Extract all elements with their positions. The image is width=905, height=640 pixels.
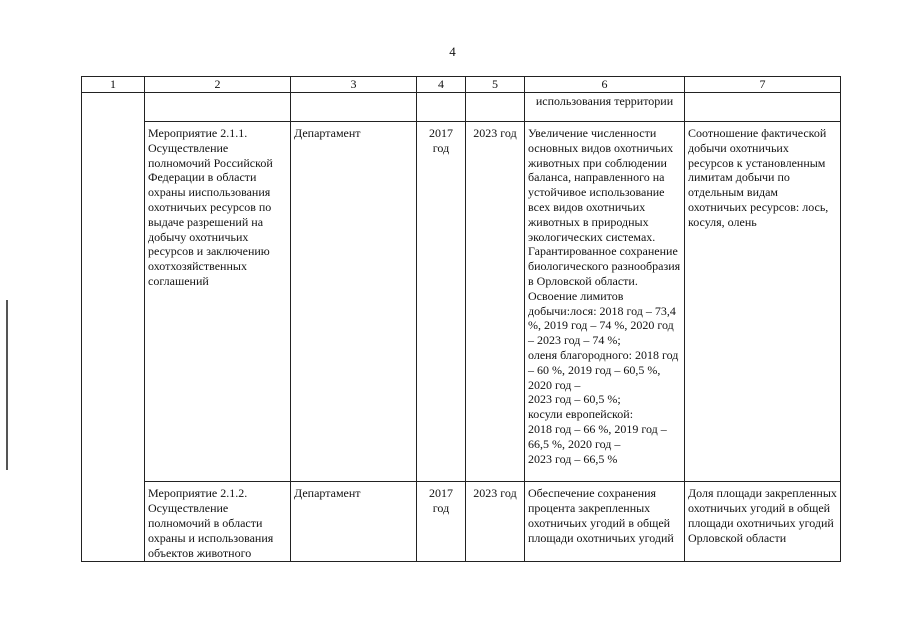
cell-activity-name: Мероприятие 2.1.2. Осуществление полномочий в области охраны и использования объектов животного bbox=[145, 482, 291, 562]
cell-result-continuation: использования территории bbox=[525, 93, 685, 122]
header-cell: 4 bbox=[417, 77, 466, 93]
header-cell: 7 bbox=[685, 77, 841, 93]
cell-indicator: Доля площади закрепленных охотничьих угодий в общей площади охотничьих угодий Орловской области bbox=[685, 482, 841, 562]
header-cell: 5 bbox=[466, 77, 525, 93]
cell-empty bbox=[685, 93, 841, 122]
program-activities-table bbox=[81, 76, 841, 562]
result-line: 2018 год – 66 %, 2019 год – 66,5 %, 2020 год – bbox=[528, 421, 667, 451]
result-line: 2023 год – 60,5 %; bbox=[528, 392, 621, 407]
table-row-activity-2-1-1 bbox=[82, 122, 841, 482]
cell-start-year: 2017 год bbox=[417, 122, 466, 482]
cell-end-year: 2023 год bbox=[466, 122, 525, 482]
cell-responsible: Департамент bbox=[291, 482, 417, 562]
cell-activity-name: Мероприятие 2.1.1. Осуществление полномочий Российской Федерации в области охраны ииспользования охотничьих ресурсов по выдаче разрешений на добычу охотничьих ресурсов и заключению охотхозяйственных соглашений bbox=[145, 122, 291, 482]
cell-end-year: 2023 год bbox=[466, 482, 525, 562]
page-number: 4 bbox=[449, 44, 456, 59]
cell-indicator: Соотношение фактической добычи охотничьих ресурсов к установленным лимитам добычи по отдельным видам охотничьих ресурсов: лось, косуля, олень bbox=[685, 122, 841, 482]
table-row-activity-2-1-2 bbox=[82, 482, 841, 562]
header-cell: 3 bbox=[291, 77, 417, 93]
result-line: косули европейской: bbox=[528, 407, 634, 422]
header-cell: 1 bbox=[82, 77, 145, 93]
cell-col1-empty bbox=[82, 93, 145, 562]
header-cell: 2 bbox=[145, 77, 291, 93]
header-cell: 6 bbox=[525, 77, 685, 93]
result-line: Освоение лимитов добычи:лося: 2018 год – 73,4 %, 2019 год – 74 %, 2020 год – 2023 год – 74 %; bbox=[528, 288, 676, 348]
result-line: оленя благородного: 2018 год – 60 %, 2019 год – 60,5 %, 2020 год – bbox=[528, 347, 679, 392]
cell-empty bbox=[466, 93, 525, 122]
result-line: Гарантированное сохранение биологического разнообразия в Орловской области. bbox=[528, 244, 681, 288]
cell-empty bbox=[145, 93, 291, 122]
table-row-continuation bbox=[82, 93, 841, 122]
cell-empty bbox=[291, 93, 417, 122]
cell-responsible: Департамент bbox=[291, 122, 417, 482]
scan-edge-mark bbox=[6, 300, 8, 470]
cell-expected-result: Обеспечение сохранения процента закрепленных охотничьих угодий в общей площади охотничьих угодий bbox=[525, 482, 685, 562]
cell-start-year: 2017 год bbox=[417, 482, 466, 562]
table-header-row bbox=[82, 77, 841, 93]
cell-empty bbox=[417, 93, 466, 122]
cell-expected-result bbox=[525, 122, 685, 482]
result-line: 2023 год – 66,5 % bbox=[528, 451, 618, 466]
result-line: Увеличение численности основных видов охотничьих животных при соблюдении баланса, направленного на устойчивое использование всех видов охотничьих животных в природных экологических системах. bbox=[528, 126, 674, 244]
